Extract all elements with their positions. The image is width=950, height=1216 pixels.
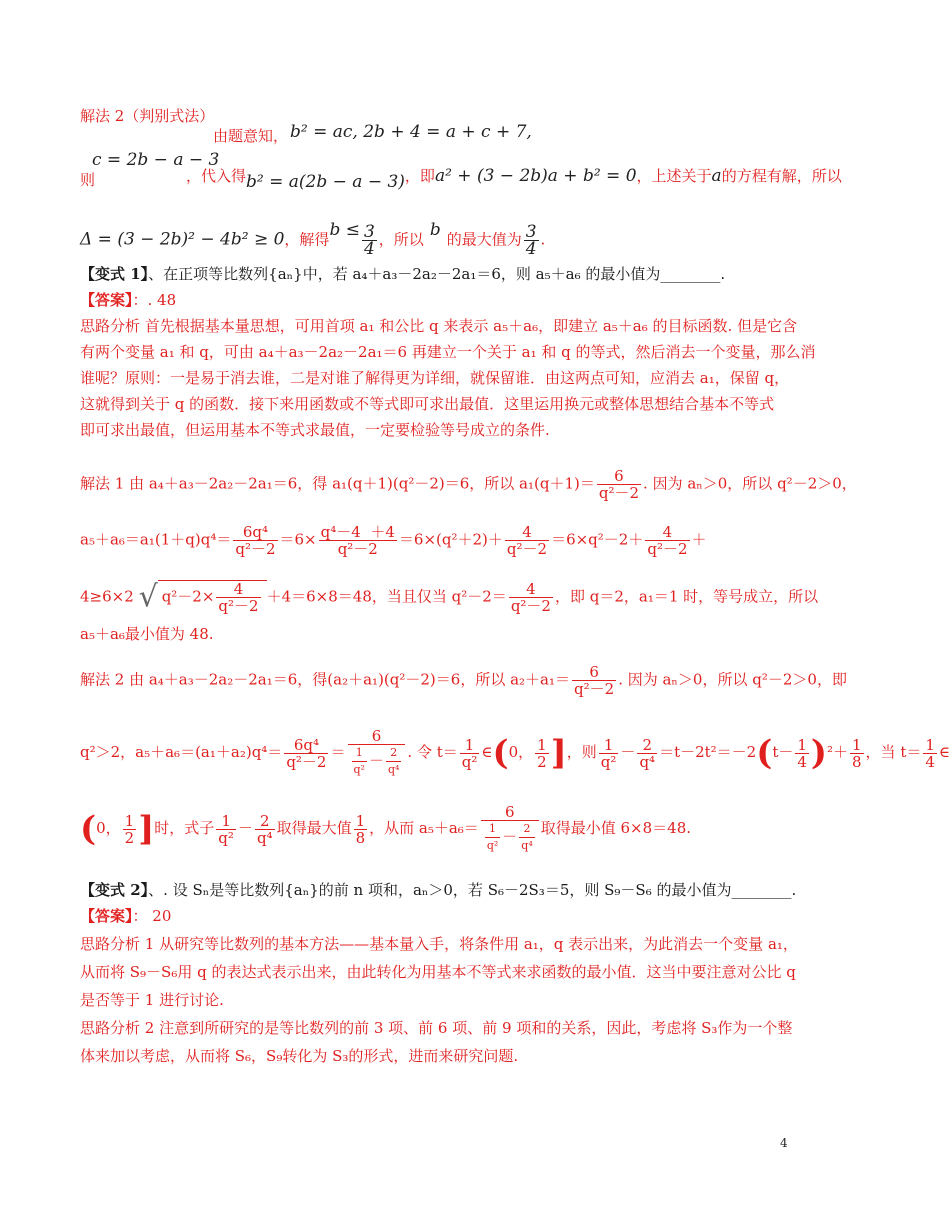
left-paren-icon-2: ( (80, 809, 97, 849)
sol2-frac-2: $\frac{3}{4}$ (525, 222, 537, 259)
sol2-eq2: b² = a(2b − a − 3) (246, 172, 405, 192)
v2-ans-tag: 【答案】 (80, 907, 133, 925)
v2-analysis1-2: 从而将 S₉－S₆用 q 的表达式表示出来，由此转化为用基本不等式来求函数的最小值．这当中要注意对公比 q (80, 963, 796, 981)
sol2-frac: $\frac{3}{4}$ (363, 222, 375, 259)
frac-4-d: $\frac{4}{\text{q²－2}}$ (510, 580, 551, 615)
sol2-line3: Δ = (3 − 2b)² − 4b² ≥ 0，解得b ≤ $\frac{3}{4}$ ，所以 b 的最大值为 $\frac{3}{4}$ . (80, 219, 546, 259)
sol2-suoyi: ，所以 (378, 230, 424, 249)
v2-answer (80, 906, 171, 926)
sol2-dairu: ，代入得 (186, 167, 247, 185)
v2-text: 、. 设 Sₙ是等比数列{aₙ}的前 n 项和，aₙ＞0，若 S₆－2S₃＝5，则 S₉－S₆ 的最小值为________. (148, 881, 797, 899)
sol2-youjie: 的方程有解，所以 (721, 167, 842, 185)
frac-quarter-b: $\frac{1}{4}$ (925, 735, 935, 771)
v1-tag: 【变式 1】 (80, 265, 149, 283)
frac-2-q4: $\frac{2}{\text{q⁴}}$ (639, 735, 656, 771)
frac-6-over-q2m2: $\frac{6}{\text{q²－2}}$ (598, 467, 640, 502)
v2-analysis1-1: 思路分析 1 从研究等比数列的基本方法——基本量入手，将条件用 a₁，q 表示出来，为此消去一个变量 a₁， (80, 935, 798, 953)
sol2-intro: 由题意知， (213, 127, 289, 145)
sol2-eq3: a² + (3 − 2b)a + b² = 0 (434, 166, 637, 186)
v2-tag: 【变式 2】 (80, 881, 149, 899)
v1-ans-tag: 【答案】 (80, 291, 133, 309)
sol2-line2 (186, 166, 842, 192)
frac-one-eighth: $\frac{1}{8}$ (852, 735, 862, 771)
v1-analysis-5: 即可求出最值，但运用基本不等式求最值，一定要检验等号成立的条件. (80, 421, 550, 439)
sol2-ze: 则 (80, 171, 96, 189)
v1-sol2-line1: 解法 2 由 a₄＋a₃－2a₂－2a₁＝6，得(a₂＋a₁)(q²－2)＝6，所以 a₂＋a₁＝ $\frac{6}{\text{q²－2}}$ . 因为 aₙ＞0，所以 q²－2＞0，即 (80, 663, 847, 698)
frac-1-q2-b: $\frac{1}{\text{q²}}$ (600, 735, 617, 771)
v2-analysis1-3: 是否等于 1 进行讨论. (80, 991, 224, 1009)
v1-problem (80, 264, 725, 284)
sol2-shang: ，上述关于 (636, 167, 712, 185)
right-bracket-icon-2: ] (138, 809, 155, 849)
right-paren-icon: ) (810, 733, 827, 773)
sol2-header: 解法 2（判别式法） (80, 107, 215, 125)
frac-4-b: $\frac{4}{\text{q²－2}}$ (647, 523, 688, 558)
left-paren-icon: ( (756, 733, 773, 773)
v2-analysis2-2: 体来加以考虑，从而将 S₆，S₉转化为 S₃的形式，进而来研究问题. (80, 1047, 519, 1065)
frac-1-q2-c: $\frac{1}{\text{q²}}$ (218, 811, 234, 847)
v2-ans: ： 20 (132, 907, 172, 925)
v1-sol1-line1: 解法 1 由 a₄＋a₃－2a₂－2a₁＝6，得 a₁(q＋1)(q²－2)＝6，所以 a₁(q＋1)＝ $\frac{6}{\text{q²－2}}$ . 因为 aₙ＞0，所以 q²－2＞0， (80, 467, 857, 502)
right-bracket-icon: ] (550, 733, 567, 773)
frac-6q4-b: $\frac{\text{6q⁴}}{\text{q²－2}}$ (286, 735, 327, 771)
v1-sol2-line3: (0， $\frac{1}{2}$ ]时，式子 $\frac{1}{\text{q²}}$ － $\frac{2}{\text{q⁴}}$ 取得最大值 $\frac{1}{8}$ ，从而 a₅＋a₆＝ 6 $\frac{1}{\text{q²}}$ － $\frac{2}{\text{q⁴}}$ 取得最小值 6×8＝48. (80, 803, 692, 852)
frac-6-b: $\frac{6}{\text{q²－2}}$ (574, 663, 615, 698)
sol2-ble: b ≤ (329, 219, 360, 240)
frac-one-eighth-b: $\frac{1}{8}$ (355, 811, 366, 847)
v1-sol2-line2: q²＞2，a₅＋a₆＝(a₁＋a₂)q⁴＝ $\frac{\text{6q⁴}}{\text{q²－2}}$ ＝ 6 $\frac{1}{\text{q²}}$ － $\frac{2}{\text{q⁴}}$ . 令 t＝ $\frac{1}{\text{q²}}$ ∈(0， $\frac{1}{2}$ ]，则 $\frac{1}{\text{q²}}$ － $\frac{2}{\text{q⁴}}$ ＝t－2t²＝－2(t－ $\frac{1}{4}$ )²＋ $\frac{1}{8}$ ，当 t＝ $\frac{1}{4}$ ∈ (80, 727, 950, 776)
v1-answer (80, 290, 176, 310)
frac-half-b: $\frac{1}{2}$ (124, 811, 135, 847)
v1-analysis-4: 这就得到关于 q 的函数．接下来用函数或不等式即可求出最值．这里运用换元或整体思想结合基本不等式 (80, 395, 775, 413)
sol2-delta: Δ = (3 − 2b)² − 4b² ≥ 0 (80, 229, 285, 250)
v1-sol1-line2: a₅＋a₆＝a₁(1＋q)q⁴＝ $\frac{\text{6q⁴}}{\text{q²－2}}$ ＝6× $\frac{\text{q⁴－4 ＋4}}{\text{q²－2}}$ ＝6×(q²＋2)＋ $\frac{4}{\text{q²－2}}$ ＝6×q²－2＋ $\frac{4}{\text{q²－2}}$ ＋ (80, 523, 707, 558)
left-bracket-icon: ( (492, 733, 509, 773)
v1-analysis-2: 有两个变量 a₁ 和 q，可由 a₄＋a₃－2a₂－2a₁＝6 再建立一个关于 a₁ 和 q 的等式，然后消去一个变量，那么消 (80, 343, 816, 361)
page-number: 4 (780, 1136, 788, 1150)
v2-analysis2-1: 思路分析 2 注意到所研究的是等比数列的前 3 项、前 6 项、前 9 项和的关系，因此，考虑将 S₃作为一个整 (80, 1019, 793, 1037)
frac-q4m4: $\frac{\text{q⁴－4 ＋4}}{\text{q²－2}}$ (320, 523, 395, 558)
v1-sol1-line3: 4≥6×2 √ q²－2× $\frac{4}{\text{q²－2}}$ ＋4＝6×8＝48，当且仅当 q²－2＝ $\frac{4}{\text{q²－2}}$ ，即 q＝2，a₁＝1 时，等号成立，所以 (80, 579, 819, 615)
v1-text: 、在正项等比数列{aₙ}中，若 a₄＋a₃－2a₂－2a₁＝6，则 a₅＋a₆ 的最小值为________. (148, 265, 726, 283)
frac-6-over-expr: 6 $\frac{1}{\text{q²}}$ － $\frac{2}{\text{q⁴}}$ (348, 728, 406, 778)
frac-1-q2: $\frac{1}{\text{q²}}$ (461, 735, 478, 771)
sqrt-icon: √ (138, 579, 158, 615)
v1-analysis-1: 思路分析 首先根据基本量思想，可用首项 a₁ 和公比 q 来表示 a₅＋a₆，即建立 a₅＋a₆ 的目标函数. 但是它含 (80, 317, 798, 335)
sol2-c-expr: c = 2b − a − 3 (92, 150, 220, 170)
v1-analysis-3: 谁呢？原则：一是易于消去谁，二是对谁了解得更为详细，就保留谁．由这两点可知，应消去 a₁，保留 q， (80, 369, 790, 387)
sol2-jiede: ，解得 (284, 230, 330, 249)
frac-2-q4-b: $\frac{2}{\text{q⁴}}$ (256, 811, 273, 847)
frac-6q4: $\frac{\text{6q⁴}}{\text{q²－2}}$ (235, 523, 276, 558)
frac-6-over-expr-b: 6 $\frac{1}{\text{q²}}$ － $\frac{2}{\text{q⁴}}$ (481, 804, 539, 854)
v2-problem (80, 880, 796, 900)
frac-4: $\frac{4}{\text{q²－2}}$ (506, 523, 548, 558)
v1-ans: ：. 48 (132, 291, 177, 309)
sol2-var-a: a (711, 166, 722, 186)
frac-quarter: $\frac{1}{4}$ (797, 735, 807, 771)
sol2-eq1: b² = ac, 2b + 4 = a + c + 7, (290, 122, 532, 142)
sol2-maxval: 的最大值为 (446, 230, 522, 249)
sqrt-body: q²－2× $\frac{4}{\text{q²－2}}$ (158, 580, 267, 614)
frac-half: $\frac{1}{2}$ (537, 735, 547, 771)
v1-sol1-line4: a₅＋a₆最小值为 48. (80, 625, 214, 643)
sol2-var-b: b (429, 219, 441, 240)
frac-4-c: $\frac{4}{\text{q²－2}}$ (218, 580, 259, 615)
sol2-ji: ，即 (404, 167, 435, 185)
